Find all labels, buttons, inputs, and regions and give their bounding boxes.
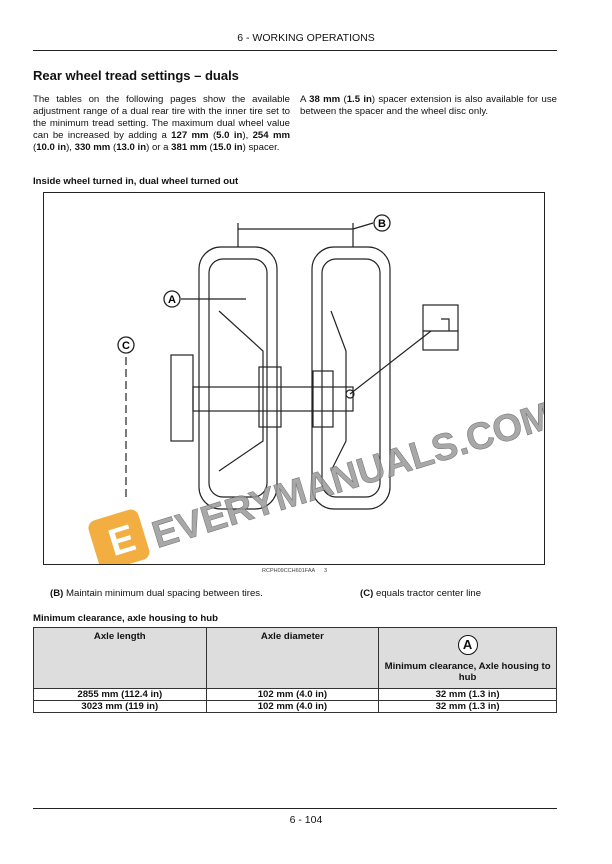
hub-plate xyxy=(171,355,193,441)
intro-paragraph: The tables on the following pages show the available adjustment range of a dual rear tire with the inner tire set to the minimum tread setting. The maximum dual wheel value can be increased by adding a 127 mm (5.0 in), 254 mm (10.0 in), 330 mm (13.0 in) or a 381 mm (15.0 in) spacer. xyxy=(33,94,291,153)
figure-heading: Inside wheel turned in, dual wheel turned out xyxy=(33,176,239,187)
label-b-text: B xyxy=(378,218,386,230)
spacer-paragraph: A 38 mm (1.5 in) spacer extension is also available for use between the spacer and the wheel disc only. xyxy=(300,94,557,117)
axle xyxy=(193,387,353,411)
legend-c: (C) equals tractor center line xyxy=(360,588,482,599)
dual-wheel-figure xyxy=(43,192,545,565)
legend-b: (B) Maintain minimum dual spacing between tires. xyxy=(50,588,263,599)
header-rule xyxy=(33,50,557,51)
section-header: 6 - WORKING OPERATIONS xyxy=(237,32,375,44)
inner-tire xyxy=(199,247,277,509)
footer-rule xyxy=(33,808,557,809)
watermark-text: EVERYMANUALS.COM xyxy=(147,394,544,557)
page-title: Rear wheel tread settings – duals xyxy=(33,68,239,83)
page-number: 6 - 104 xyxy=(289,814,323,826)
header-axle-length: Axle length xyxy=(34,628,207,689)
svg-text:E: E xyxy=(103,517,141,564)
table-row: 2855 mm (112.4 in) 102 mm (4.0 in) 32 mm (1.3 in) xyxy=(34,689,557,701)
label-a-symbol: A xyxy=(458,635,478,655)
table-row: 3023 mm (119 in) 102 mm (4.0 in) 32 mm (1.3 in) xyxy=(34,701,557,713)
figure-number: 3 xyxy=(324,568,328,574)
figure-code: RCPH09CCH601FAA xyxy=(262,568,316,574)
label-c-text: C xyxy=(122,340,130,352)
dual-wheel-diagram xyxy=(44,193,544,564)
detail-inset xyxy=(423,305,458,350)
label-a-text: A xyxy=(168,294,176,306)
table-title: Minimum clearance, axle housing to hub xyxy=(33,613,218,624)
header-min-clearance: A Minimum clearance, Axle housing to hub xyxy=(379,628,557,689)
table-header-row xyxy=(34,628,557,689)
clearance-table xyxy=(33,627,557,713)
header-axle-diameter: Axle diameter xyxy=(206,628,379,689)
